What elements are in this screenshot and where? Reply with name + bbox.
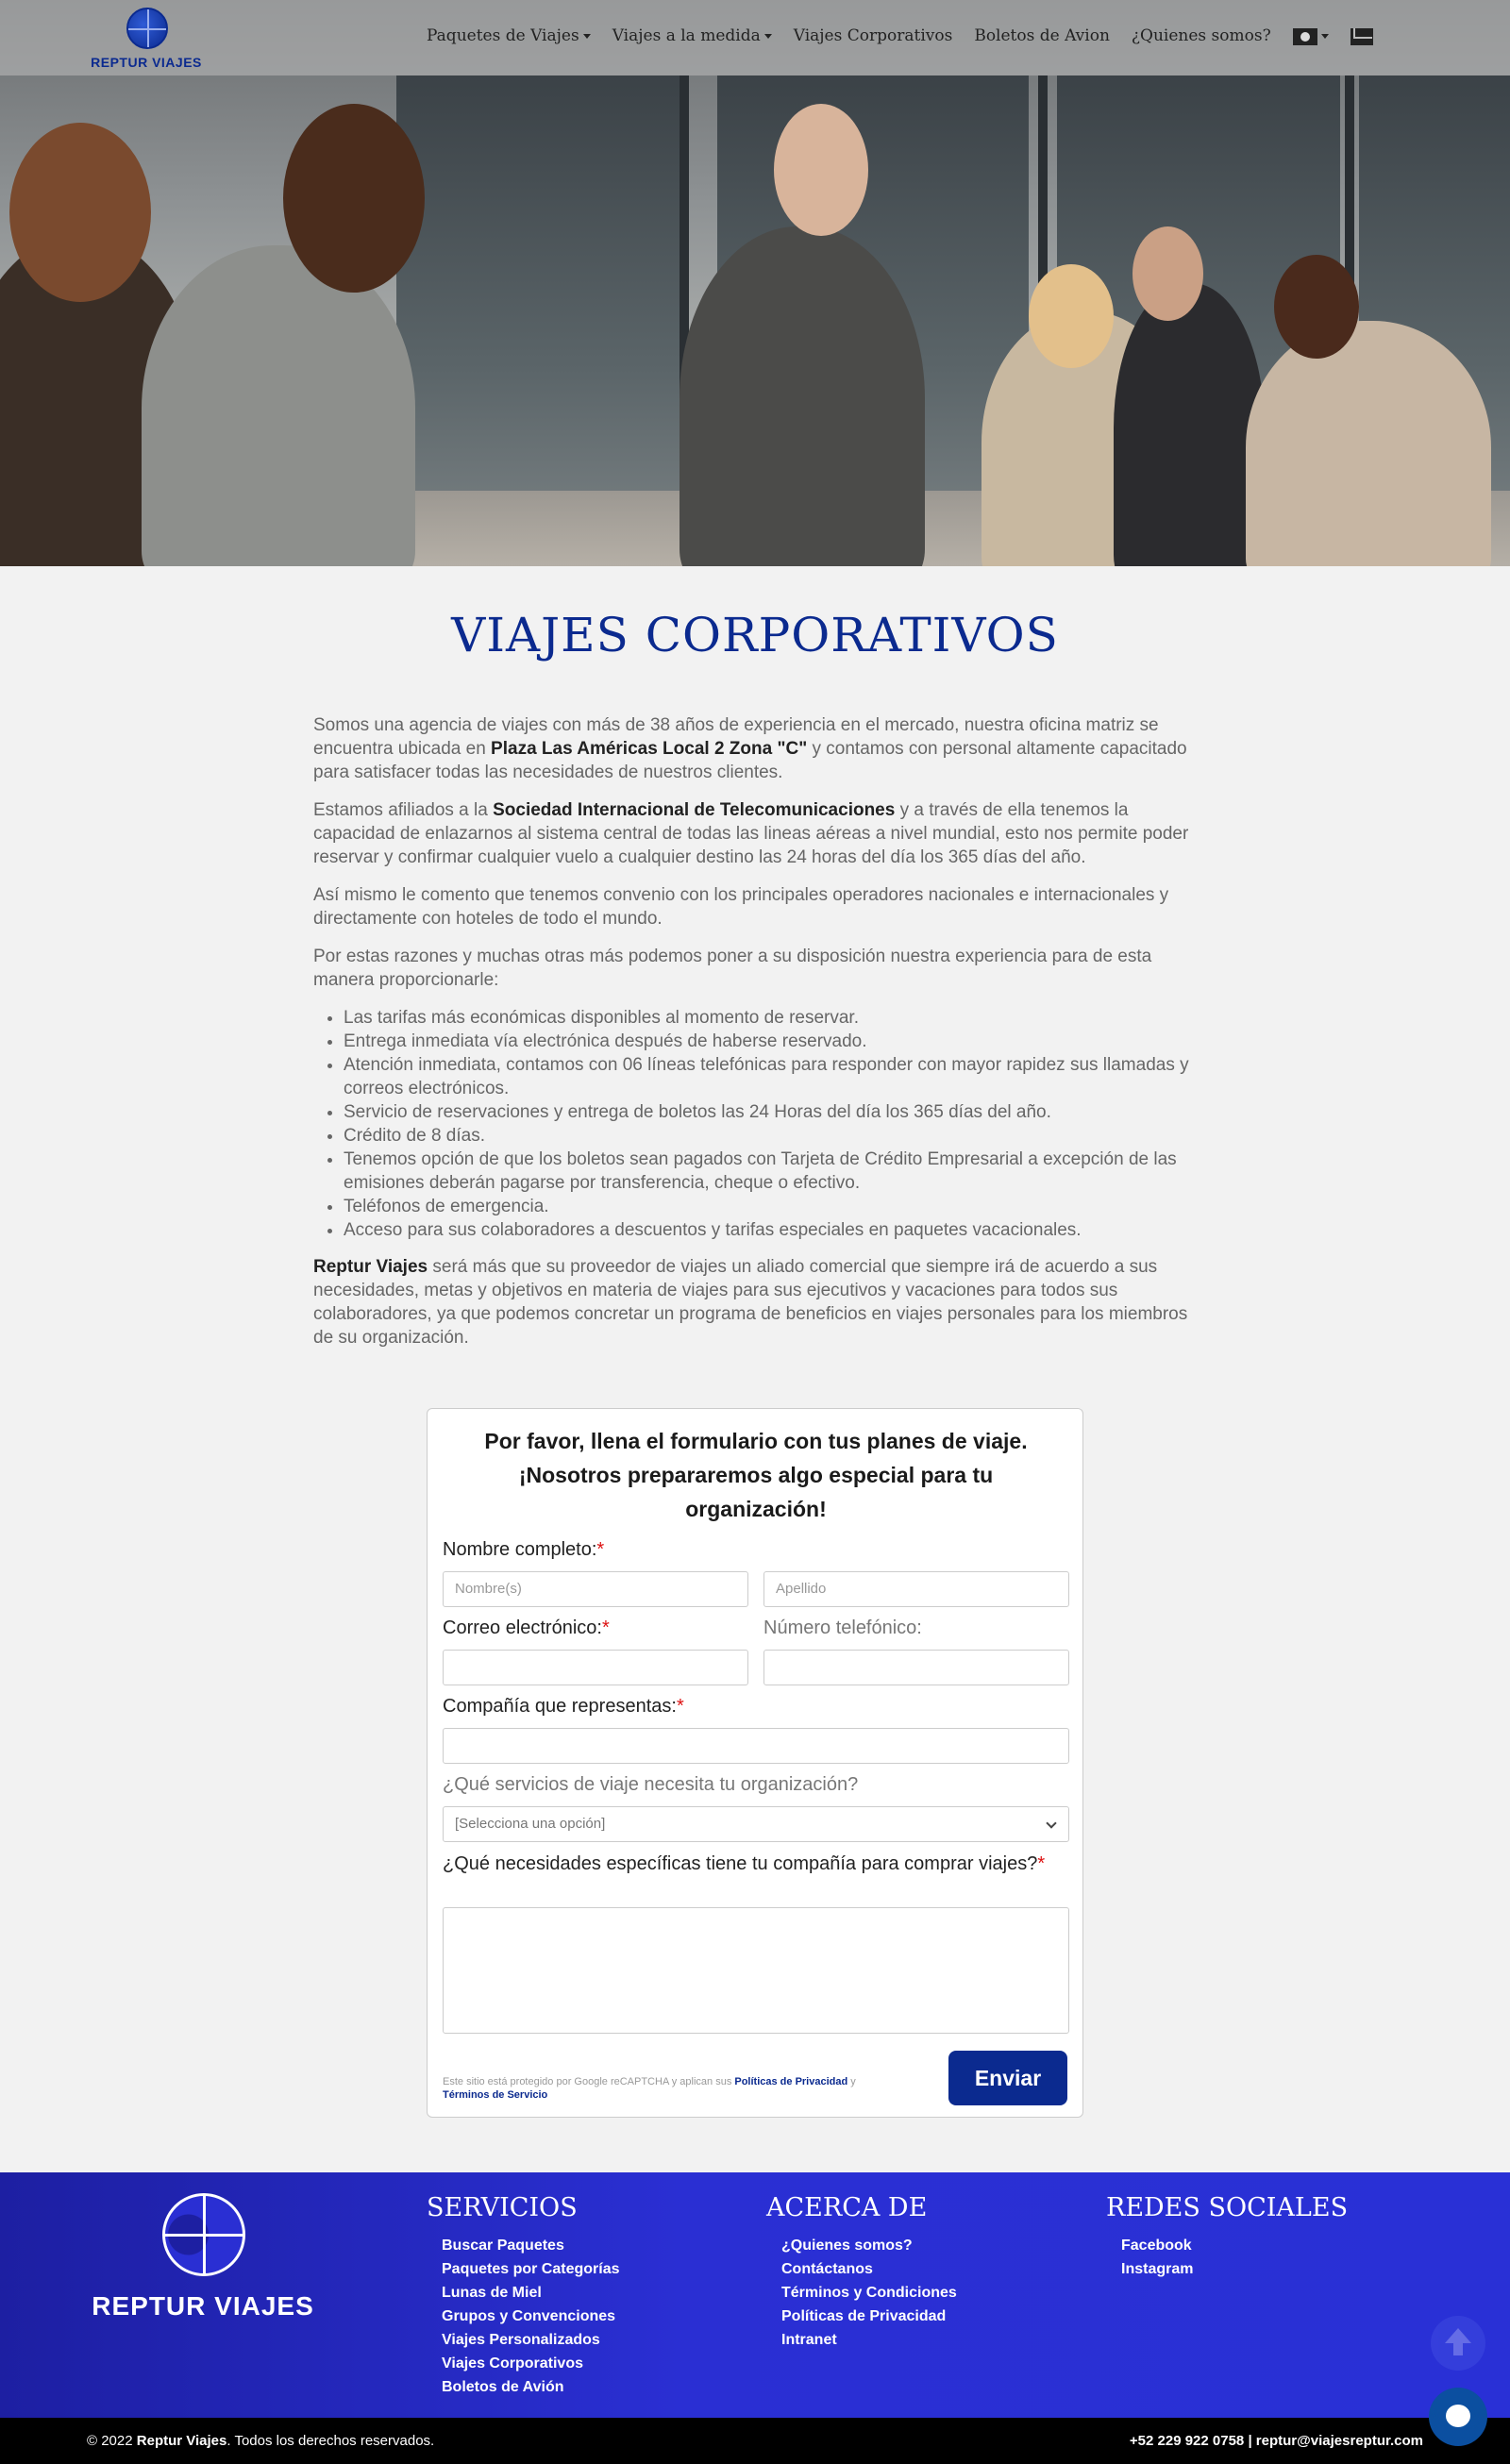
terms-of-service-link[interactable]: Términos de Servicio: [443, 2089, 548, 2101]
nav-item-quienes-somos[interactable]: ¿Quienes somos?: [1131, 26, 1271, 45]
footer-link-corporativos[interactable]: Viajes Corporativos: [442, 2355, 583, 2372]
list-item: • Las tarifas más económicas disponibles al momento de reservar.: [344, 1006, 1200, 1030]
footer-about: [766, 2193, 957, 2352]
chevron-down-icon: [1046, 1818, 1056, 1828]
footer-link-grupos[interactable]: Grupos y Convenciones: [442, 2308, 616, 2324]
list-item: • Entrega inmediata vía electrónica después de haberse reservado.: [344, 1030, 1200, 1053]
privacy-policy-link[interactable]: Políticas de Privacidad: [734, 2076, 848, 2087]
flag-icon: [1293, 28, 1317, 45]
intro-content: [313, 713, 1200, 1364]
chevron-down-icon: [1321, 34, 1329, 39]
corporate-travel-form: [427, 1408, 1083, 2118]
list-item: • Acceso para sus colaboradores a descuentos y tarifas especiales en paquetes vacacionales.: [344, 1218, 1200, 1242]
footer-link-lunas-de-miel[interactable]: Lunas de Miel: [442, 2285, 542, 2301]
footer-services: [427, 2193, 620, 2399]
footer-link-quienes-somos[interactable]: ¿Quienes somos?: [781, 2238, 913, 2254]
services-select[interactable]: [443, 1806, 1069, 1842]
phone-input[interactable]: [763, 1650, 1069, 1685]
footer-brand-name: REPTUR VIAJES: [92, 2291, 314, 2321]
intro-paragraph-2: Estamos afiliados a la Sociedad Internacional de Telecomunicaciones y a través de ella tenemos la capacidad de enlazarnos al sistema central de todas las lineas aéreas a nivel mundial, esto nos permite poder reservar y confirmar cualquier vuelo a cualquier destino las 24 horas del día los 365 días del año.: [313, 800, 1189, 867]
phone-label: Número telefónico:: [763, 1618, 922, 1638]
footer-social: [1106, 2193, 1348, 2281]
footer-link-instagram[interactable]: Instagram: [1121, 2261, 1194, 2277]
envelope-icon: [1351, 28, 1373, 45]
brand-logo[interactable]: [85, 8, 208, 70]
intro-paragraph-3: Así mismo le comento que tenemos convenio con los principales operadores nacionales e internacionales y directamente con hoteles de todo el mundo.: [313, 885, 1169, 929]
footer-link-privacidad[interactable]: Políticas de Privacidad: [781, 2308, 947, 2324]
submit-button[interactable]: Enviar: [948, 2051, 1067, 2105]
form-heading: Por favor, llena el formulario con tus planes de viaje. ¡Nosotros prepararemos algo especial para tu organización!: [484, 1429, 1028, 1521]
bottom-bar: [0, 2418, 1510, 2464]
main-nav: [427, 26, 1395, 45]
benefits-list: [344, 1006, 1200, 1242]
list-item: • Crédito de 8 días.: [344, 1124, 1200, 1148]
chevron-down-icon: [764, 34, 772, 39]
first-name-input[interactable]: Nombre(s): [443, 1571, 748, 1607]
footer-link-paquetes-categorias[interactable]: Paquetes por Categorías: [442, 2261, 620, 2277]
list-item: • Tenemos opción de que los boletos sean pagados con Tarjeta de Crédito Empresarial a excepción de las emisiones deberán pagarse por transferencia, cheque o efectivo.: [344, 1148, 1200, 1195]
footer-link-facebook[interactable]: Facebook: [1121, 2238, 1192, 2254]
footer-logo[interactable]: [85, 2193, 321, 2325]
footer-link-terminos[interactable]: Términos y Condiciones: [781, 2285, 957, 2301]
nav-item-boletos[interactable]: Boletos de Avion: [974, 26, 1110, 45]
globe-logo-icon: [126, 8, 168, 49]
footer-link-buscar-paquetes[interactable]: Buscar Paquetes: [442, 2238, 564, 2254]
language-selector[interactable]: [1293, 26, 1329, 45]
arrow-up-icon[interactable]: [1431, 2316, 1485, 2371]
footer-link-personalizados[interactable]: Viajes Personalizados: [442, 2332, 600, 2348]
list-item: • Servicio de reservaciones y entrega de boletos las 24 Horas del día los 365 días del año.: [344, 1100, 1200, 1124]
list-item: • Teléfonos de emergencia.: [344, 1195, 1200, 1218]
page-title: VIAJES CORPORATIVOS: [451, 608, 1059, 662]
list-item: • Atención inmediata, contamos con 06 líneas telefónicas para responder con mayor rapidez sus llamadas y correos electrónicos.: [344, 1053, 1200, 1100]
email-input[interactable]: [443, 1650, 748, 1685]
intro-paragraph-1: Somos una agencia de viajes con más de 38 años de experiencia en el mercado, nuestra oficina matriz se encuentra ubicada en Plaza Las Américas Local 2 Zona "C" y contamos con personal altamente capacitado para satisfacer todas las necesidades de nuestros clientes.: [313, 715, 1187, 782]
footer-link-boletos[interactable]: Boletos de Avión: [442, 2379, 564, 2395]
services-label: ¿Qué servicios de viaje necesita tu organización?: [443, 1774, 859, 1795]
name-label: Nombre completo:*: [443, 1539, 605, 1560]
needs-label: ¿Qué necesidades específicas tiene tu compañía para comprar viajes?*: [443, 1853, 1046, 1874]
intro-paragraph-4: Por estas razones y muchas otras más podemos poner a su disposición nuestra experiencia para de esta manera proporcionarle:: [313, 947, 1152, 990]
recaptcha-notice: Este sitio está protegido por Google reCAPTCHA y aplican sus Políticas de Privacidad y Términos de Servicio: [443, 2076, 856, 2101]
footer-services-title: SERVICIOS: [427, 2193, 578, 2222]
services-selected-value: [Selecciona una opción]: [455, 1816, 606, 1832]
brand-name: REPTUR VIAJES: [91, 55, 202, 70]
footer-link-intranet[interactable]: Intranet: [781, 2332, 837, 2348]
globe-logo-icon: [162, 2193, 245, 2276]
contact-info[interactable]: +52 229 922 0758 | reptur@viajesreptur.com: [1129, 2433, 1423, 2449]
company-input[interactable]: [443, 1728, 1069, 1764]
site-footer: [0, 2172, 1510, 2418]
needs-textarea[interactable]: [443, 1907, 1069, 2034]
contact-mail-link[interactable]: [1351, 26, 1373, 45]
footer-about-title: ACERCA DE: [766, 2193, 928, 2222]
email-label: Correo electrónico:*: [443, 1618, 610, 1638]
nav-item-corporativos[interactable]: Viajes Corporativos: [793, 26, 953, 45]
nav-item-a-la-medida[interactable]: Viajes a la medida: [612, 26, 772, 45]
top-navbar: [0, 0, 1510, 75]
nav-item-paquetes[interactable]: Paquetes de Viajes: [427, 26, 591, 45]
footer-social-title: REDES SOCIALES: [1106, 2193, 1349, 2222]
footer-link-contactanos[interactable]: Contáctanos: [781, 2261, 873, 2277]
chevron-down-icon: [583, 34, 591, 39]
intro-paragraph-5: Reptur Viajes será más que su proveedor de viajes un aliado comercial que siempre irá de acuerdo a sus necesidades, metas y objetivos en materia de viajes para sus ejecutivos y vacaciones para todos sus colaboradores, ya que podemos concretar un programa de beneficios en viajes personales para los miembros de su organización.: [313, 1257, 1188, 1348]
company-label: Compañía que representas:*: [443, 1696, 684, 1717]
chat-icon[interactable]: [1429, 2388, 1487, 2446]
copyright-text: © 2022 Reptur Viajes. Todos los derechos reservados.: [87, 2433, 435, 2449]
hero-image: [0, 0, 1510, 566]
last-name-input[interactable]: Apellido: [763, 1571, 1069, 1607]
